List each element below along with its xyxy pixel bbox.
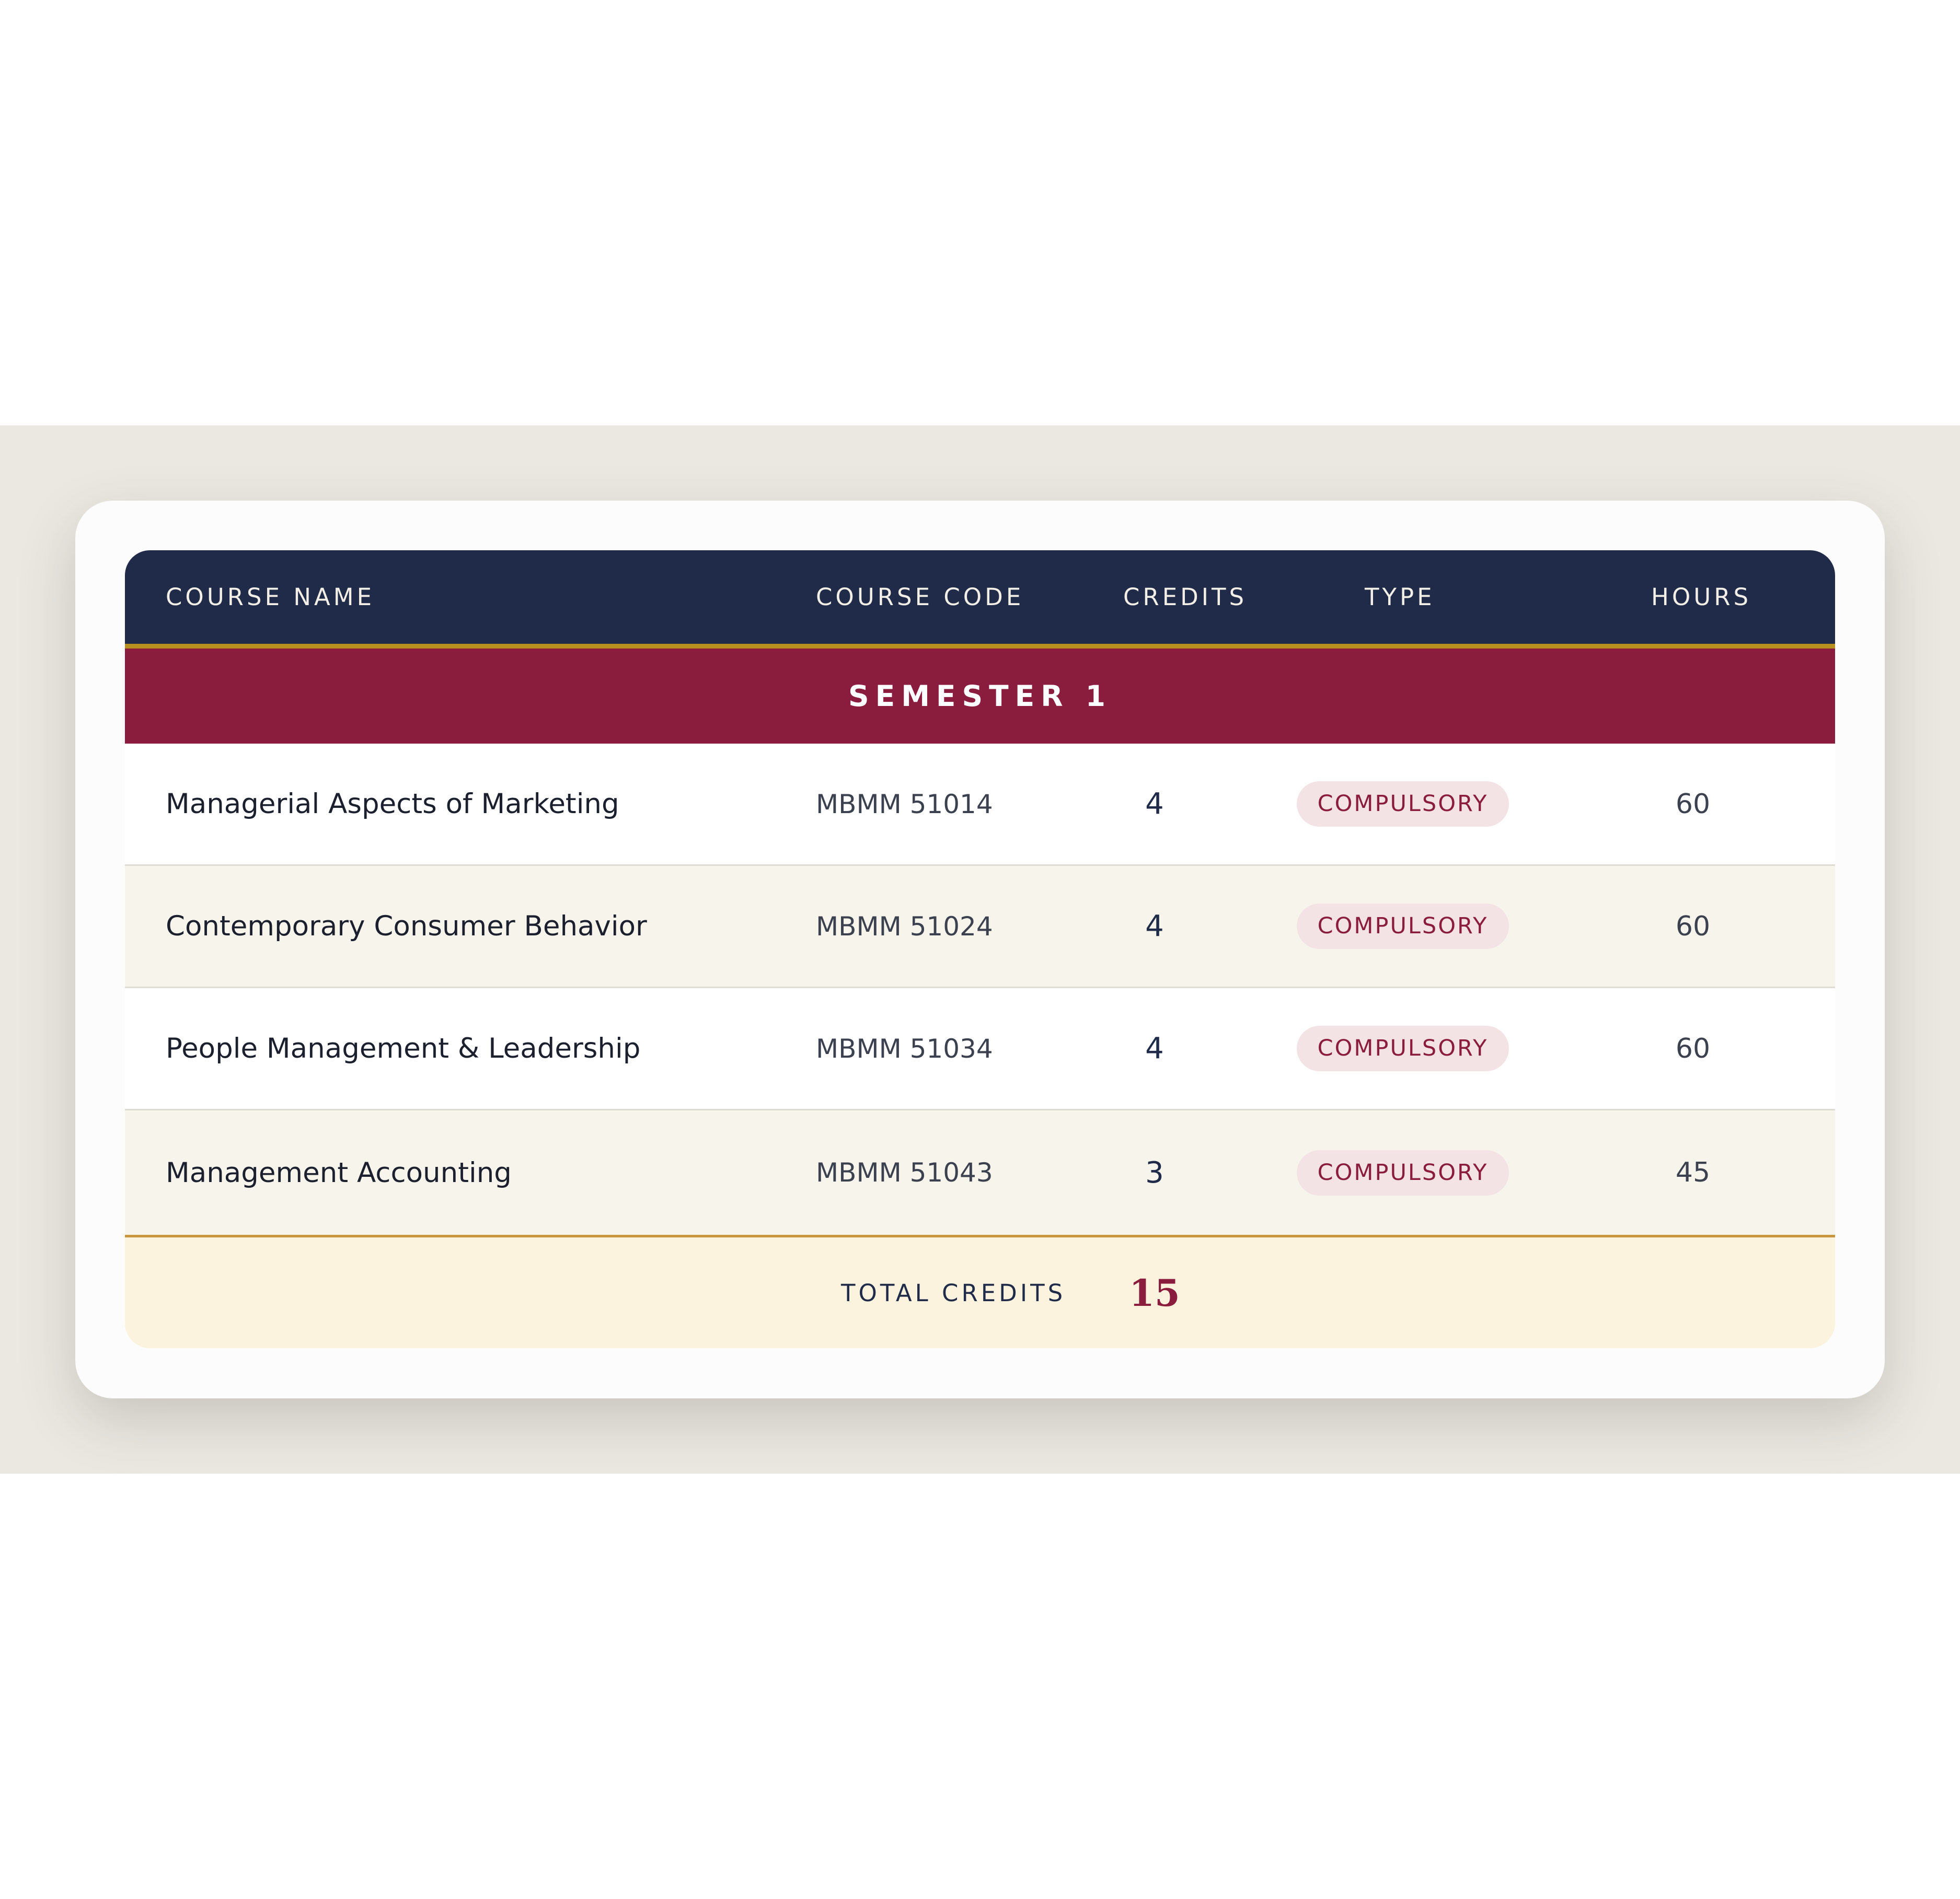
course-code: MBMM 51034 bbox=[816, 1033, 993, 1064]
header-credits: CREDITS bbox=[1123, 583, 1248, 611]
course-credits: 4 bbox=[1145, 909, 1164, 943]
compulsory-badge: COMPULSORY bbox=[1297, 1026, 1509, 1071]
course-type-cell bbox=[1298, 866, 1508, 987]
course-credits: 4 bbox=[1145, 787, 1164, 821]
course-code: MBMM 51024 bbox=[816, 911, 993, 942]
header-course-name: COURSE NAME bbox=[166, 583, 375, 611]
table-header bbox=[125, 550, 1835, 649]
course-name: Managerial Aspects of Marketing bbox=[166, 788, 619, 820]
header-course-code: COURSE CODE bbox=[816, 583, 1024, 611]
course-hours: 60 bbox=[1675, 1033, 1711, 1064]
curriculum-card bbox=[75, 501, 1885, 1398]
course-type-cell bbox=[1298, 988, 1508, 1109]
course-credits: 4 bbox=[1145, 1032, 1164, 1066]
total-credits-row bbox=[125, 1237, 1835, 1348]
total-credits-value: 15 bbox=[1129, 1271, 1180, 1315]
course-type-cell bbox=[1298, 744, 1508, 864]
compulsory-badge: COMPULSORY bbox=[1297, 904, 1509, 949]
course-name: Management Accounting bbox=[166, 1156, 512, 1189]
course-name: People Management & Leadership bbox=[166, 1033, 641, 1064]
course-credits: 3 bbox=[1145, 1155, 1164, 1190]
semester-title: SEMESTER 1 bbox=[848, 679, 1112, 713]
total-credits-label: TOTAL CREDITS bbox=[841, 1279, 1066, 1307]
table-row bbox=[125, 866, 1835, 988]
course-hours: 45 bbox=[1675, 1157, 1711, 1188]
course-code: MBMM 51014 bbox=[816, 789, 993, 819]
course-type-cell bbox=[1298, 1110, 1508, 1235]
course-table bbox=[125, 550, 1835, 1348]
header-hours: HOURS bbox=[1651, 583, 1752, 611]
course-hours: 60 bbox=[1675, 910, 1711, 942]
table-row bbox=[125, 988, 1835, 1110]
table-row bbox=[125, 744, 1835, 866]
course-hours: 60 bbox=[1675, 788, 1711, 820]
table-row bbox=[125, 1110, 1835, 1237]
semester-heading bbox=[125, 649, 1835, 744]
compulsory-badge: COMPULSORY bbox=[1297, 781, 1509, 827]
course-name: Contemporary Consumer Behavior bbox=[166, 910, 647, 942]
compulsory-badge: COMPULSORY bbox=[1297, 1150, 1509, 1196]
course-code: MBMM 51043 bbox=[816, 1157, 993, 1188]
header-type: TYPE bbox=[1365, 583, 1435, 611]
